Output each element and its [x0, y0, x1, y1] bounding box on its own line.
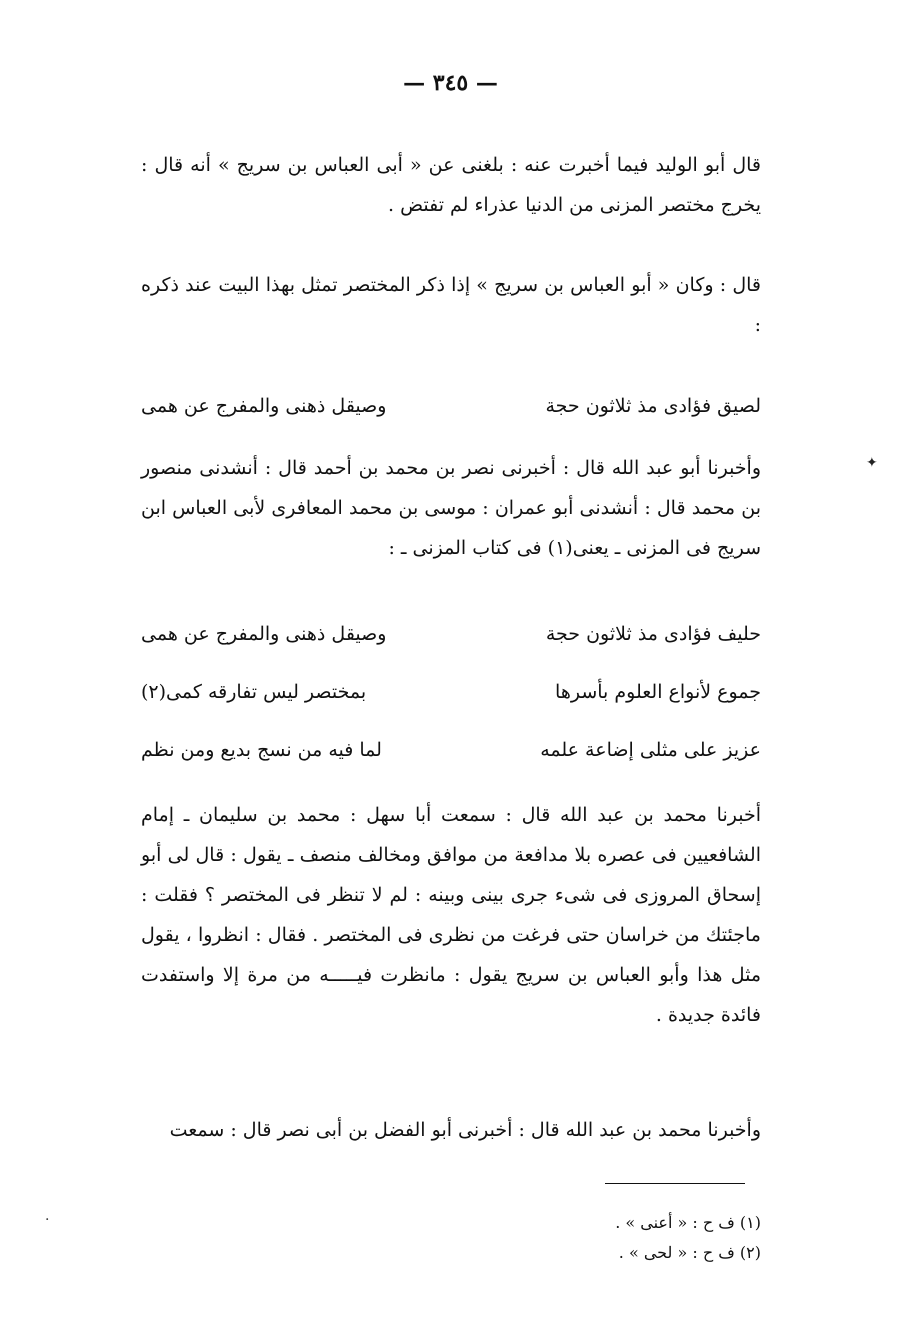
verse-line: [141, 663, 761, 721]
paragraph-1: [141, 145, 761, 225]
verse-line: [141, 605, 761, 663]
verse-single: [141, 377, 761, 435]
paragraph-text: وأخبرنا محمد بن عبد الله قال : أخبرنى أبو الفضل بن أبى نصر قال : سمعت: [169, 1119, 761, 1141]
footnote-2: (٢) ف ح : « لحى » .: [618, 1243, 761, 1262]
verse-first-hemistich: عزيز على مثلى إضاعة علمه: [540, 739, 761, 761]
verse-second-hemistich: وصيقل ذهنى والمفرج عن همى: [141, 623, 387, 645]
paragraph-3: [141, 448, 761, 568]
paragraph-2: [141, 265, 761, 345]
verse-first-hemistich: لصيق فؤادى مذ ثلاثون حجة: [545, 395, 761, 417]
footnotes: [461, 1208, 761, 1268]
verse-line: [141, 377, 761, 435]
paragraph-text: أخبرنا محمد بن عبد الله قال : سمعت أبا سهل : محمد بن سليمان ـ إمام الشافعيين فى عصره بلا مدافعة من موافق ومخالف منصف ـ يقول : قال لى أبو إسحاق المروزى فى شىء جرى بينى وبينه : لم لا تنظر فى المختصر ؟ فقلت : ماجئتك من خراسان حتى فرغت من نظرى فى المختصر . فقال : انظروا ، يقول مثل هذا وأبو العباس بن سريج يقول : مانظرت فيـــــه من مرة إلا واستفدت فائدة جديدة .: [141, 804, 761, 1026]
margin-mark-icon: ✦: [866, 455, 878, 471]
paragraph-5: [141, 1110, 761, 1150]
paragraph-text: وأخبرنا أبو عبد الله قال : أخبرنى نصر بن محمد بن أحمد قال : أنشدنى منصور بن محمد قال : أنشدنى أبو عمران : موسى بن محمد المعافرى لأبى العباس ابن سريج فى المزنى ـ يعنى(١) فى كتاب المزنى ـ :: [141, 457, 761, 559]
verse-first-hemistich: حليف فؤادى مذ ثلاثون حجة: [545, 623, 761, 645]
verse-line: [141, 721, 761, 779]
verse-first-hemistich: جموع لأنواع العلوم بأسرها: [555, 681, 761, 703]
paragraph-4: [141, 795, 761, 1035]
paragraph-text: قال : وكان « أبو العباس بن سريج » إذا ذكر المختصر تمثل بهذا البيت عند ذكره :: [141, 274, 761, 336]
paragraph-text: قال أبو الوليد فيما أخبرت عنه : بلغنى عن « أبى العباس بن سريج » أنه قال : يخرج مختصر المزنى من الدنيا عذراء لم تفتض .: [141, 154, 761, 216]
verse-block: [141, 605, 761, 779]
verse-second-hemistich: لما فيه من نسج بديع ومن نظم: [141, 739, 382, 761]
page-number: — ٣٤٥ —: [403, 70, 498, 96]
verse-second-hemistich: وصيقل ذهنى والمفرج عن همى: [141, 395, 387, 417]
footnote-1: (١) ف ح : « أعنى » .: [615, 1213, 761, 1232]
scan-speck: ·: [45, 1212, 50, 1228]
verse-second-hemistich: بمختصر ليس تفارقه كمى(٢): [141, 681, 367, 703]
footnote-divider: [605, 1183, 745, 1184]
